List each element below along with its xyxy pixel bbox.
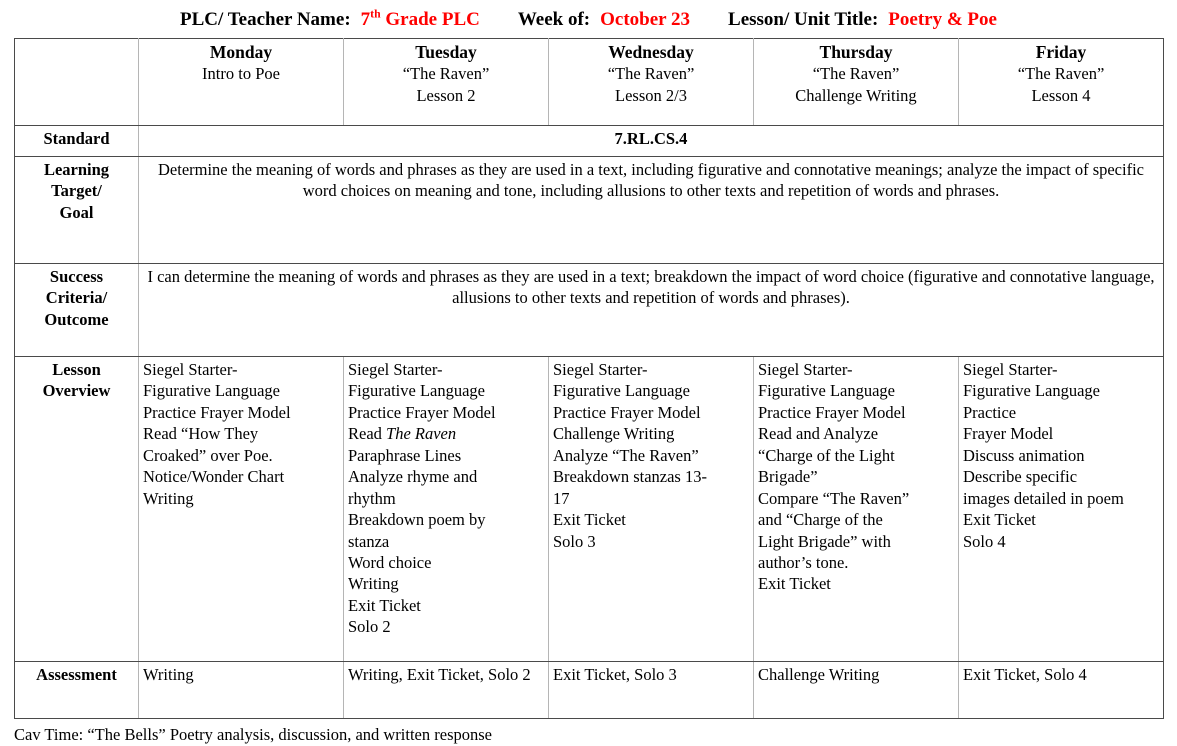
day-subtitle-1: “The Raven” (812, 64, 900, 84)
lesson-line: Figurative Language (553, 381, 690, 401)
lesson-line: Discuss animation (963, 445, 1085, 465)
lesson-overview-tuesday (344, 357, 549, 662)
lesson-line: Word choice (348, 552, 432, 572)
assessment-friday: Exit Ticket, Solo 4 (959, 662, 1164, 719)
lesson-line: Siegel Starter- (963, 360, 1058, 379)
table-row-standard (15, 126, 1164, 157)
lesson-line: Practice Frayer Model (348, 402, 496, 422)
lesson-line: Challenge Writing (553, 424, 675, 444)
lesson-line: images detailed in poem (963, 488, 1124, 508)
lesson-line: Siegel Starter- (348, 360, 443, 379)
lesson-line: Read and Analyze (758, 424, 879, 444)
lesson-plan-table-wrapper (0, 38, 1177, 719)
grade-number: 7 (360, 9, 371, 30)
label-line-1: Lesson (52, 360, 101, 379)
standard-value: 7.RL.CS.4 (139, 126, 1164, 157)
lesson-line: author’s tone. (758, 552, 849, 572)
lesson-line: Brigade” (758, 467, 818, 487)
lesson-line: Describe specific (963, 467, 1078, 487)
read-prefix: Read (348, 424, 387, 444)
lesson-overview-monday (139, 357, 344, 662)
assessment-wednesday: Exit Ticket, Solo 3 (549, 662, 754, 719)
day-header-tuesday (344, 39, 549, 126)
lesson-line: Practice (963, 402, 1017, 422)
poem-title-italic: The Raven (386, 424, 457, 444)
lesson-line: Croaked” over Poe. (143, 445, 273, 465)
lesson-line: Analyze “The Raven” (553, 445, 699, 465)
lesson-line: Exit Ticket (963, 510, 1036, 530)
lesson-line: Light Brigade” with (758, 531, 891, 551)
lesson-line: Figurative Language (758, 381, 895, 401)
lesson-line-read-the-raven (348, 423, 544, 444)
lesson-overview-thursday (754, 357, 959, 662)
lesson-line: Analyze rhyme and (348, 467, 478, 487)
lesson-line: Practice Frayer Model (553, 402, 701, 422)
assessment-monday: Writing (139, 662, 344, 719)
lesson-line: Writing (143, 488, 194, 508)
lesson-line: Figurative Language (143, 381, 280, 401)
lesson-plan-table (14, 38, 1164, 719)
lesson-line: Exit Ticket (758, 574, 831, 594)
label-line-2: Criteria/ (45, 288, 108, 308)
lesson-line: Figurative Language (963, 381, 1100, 401)
plc-teacher-name-label: PLC/ Teacher Name: (180, 9, 351, 30)
lesson-line: Siegel Starter- (553, 360, 648, 379)
row-label-assessment: Assessment (15, 662, 139, 719)
day-subtitle-2: Lesson 4 (1031, 85, 1091, 105)
day-name: Friday (1035, 42, 1087, 62)
lesson-line: Exit Ticket (553, 510, 626, 530)
day-header-monday (139, 39, 344, 126)
week-of-label: Week of: (517, 9, 591, 30)
lesson-line: Breakdown poem by (348, 510, 486, 530)
day-subtitle-1: “The Raven” (1017, 64, 1105, 84)
week-of-value: October 23 (600, 9, 691, 30)
lesson-line: Siegel Starter- (758, 360, 853, 379)
day-subtitle-1: “The Raven” (607, 64, 695, 84)
lesson-line: Exit Ticket (348, 595, 421, 615)
label-line-1: Success (49, 267, 104, 286)
lesson-line: Compare “The Raven” (758, 488, 910, 508)
lesson-line: Solo 3 (553, 531, 596, 551)
lesson-line: Figurative Language (348, 381, 485, 401)
lesson-unit-title-label: Lesson/ Unit Title: (728, 9, 879, 30)
document-header (0, 0, 1177, 38)
lesson-line: Practice Frayer Model (758, 402, 906, 422)
lesson-lines-post (348, 445, 544, 638)
label-line-3: Outcome (44, 309, 109, 329)
day-name: Wednesday (608, 42, 694, 62)
lesson-line: Writing (348, 574, 399, 594)
day-header-friday (959, 39, 1164, 126)
row-label-lesson-overview (15, 357, 139, 662)
lesson-line: Practice Frayer Model (143, 402, 291, 422)
table-row-lesson-overview (15, 357, 1164, 662)
day-name: Monday (209, 42, 273, 62)
plc-teacher-name-value (361, 9, 480, 31)
learning-target-value: Determine the meaning of words and phrases as they are used in a text, including figurative and connotative meanings; analyze the impact of specific word choices on meaning and tone, including allusions to other texts and repetition of words and phrases. (139, 157, 1164, 264)
lesson-line: Paraphrase Lines (348, 445, 462, 465)
grade-ordinal-suffix: th (370, 7, 381, 21)
label-line-1: Learning (43, 160, 110, 179)
label-line-2: Overview (42, 381, 111, 401)
label-line-2: Target/ (51, 181, 102, 201)
lesson-line: “Charge of the Light (758, 445, 895, 465)
table-row-learning-target (15, 157, 1164, 264)
table-corner-cell (15, 39, 139, 126)
day-subtitle-1: “The Raven” (402, 64, 490, 84)
lesson-line: Read “How They (143, 424, 259, 444)
assessment-tuesday: Writing, Exit Ticket, Solo 2 (344, 662, 549, 719)
day-name: Thursday (819, 42, 893, 62)
day-subtitle-2: Lesson 2/3 (615, 85, 687, 105)
lesson-line: Siegel Starter- (143, 360, 238, 379)
lesson-line: 17 (553, 488, 570, 508)
row-label-standard: Standard (15, 126, 139, 157)
row-label-learning-target (15, 157, 139, 264)
lesson-line: rhythm (348, 488, 396, 508)
label-line-3: Goal (59, 202, 94, 222)
lesson-lines-pre (348, 359, 544, 423)
lesson-line: Breakdown stanzas 13- (553, 467, 707, 487)
lesson-line: and “Charge of the (758, 510, 883, 530)
lesson-overview-wednesday (549, 357, 754, 662)
lesson-overview-friday (959, 357, 1164, 662)
lesson-line: stanza (348, 531, 390, 551)
assessment-thursday: Challenge Writing (754, 662, 959, 719)
table-row-assessment (15, 662, 1164, 719)
day-subtitle-2: Lesson 2 (416, 85, 476, 105)
table-row-success-criteria (15, 264, 1164, 357)
day-subtitle-2: Challenge Writing (795, 85, 917, 105)
lesson-line: Solo 4 (963, 531, 1006, 551)
lesson-line: Frayer Model (963, 424, 1054, 444)
day-header-thursday (754, 39, 959, 126)
lesson-unit-title-value: Poetry & Poe (888, 9, 997, 30)
table-row-day-headers (15, 39, 1164, 126)
success-criteria-value: I can determine the meaning of words and phrases as they are used in a text; breakdown the impact of word choice (figurative and connotative language, allusions to other texts and repetition of words and phrases). (139, 264, 1164, 357)
row-label-success-criteria (15, 264, 139, 357)
grade-plc-text: Grade PLC (380, 9, 480, 30)
day-subtitle-1: Intro to Poe (202, 64, 280, 84)
lesson-line: Solo 2 (348, 617, 391, 637)
cav-time-footer: Cav Time: “The Bells” Poetry analysis, discussion, and written response (14, 725, 492, 744)
lesson-line: Notice/Wonder Chart (143, 467, 285, 487)
day-header-wednesday (549, 39, 754, 126)
day-name: Tuesday (415, 42, 477, 62)
